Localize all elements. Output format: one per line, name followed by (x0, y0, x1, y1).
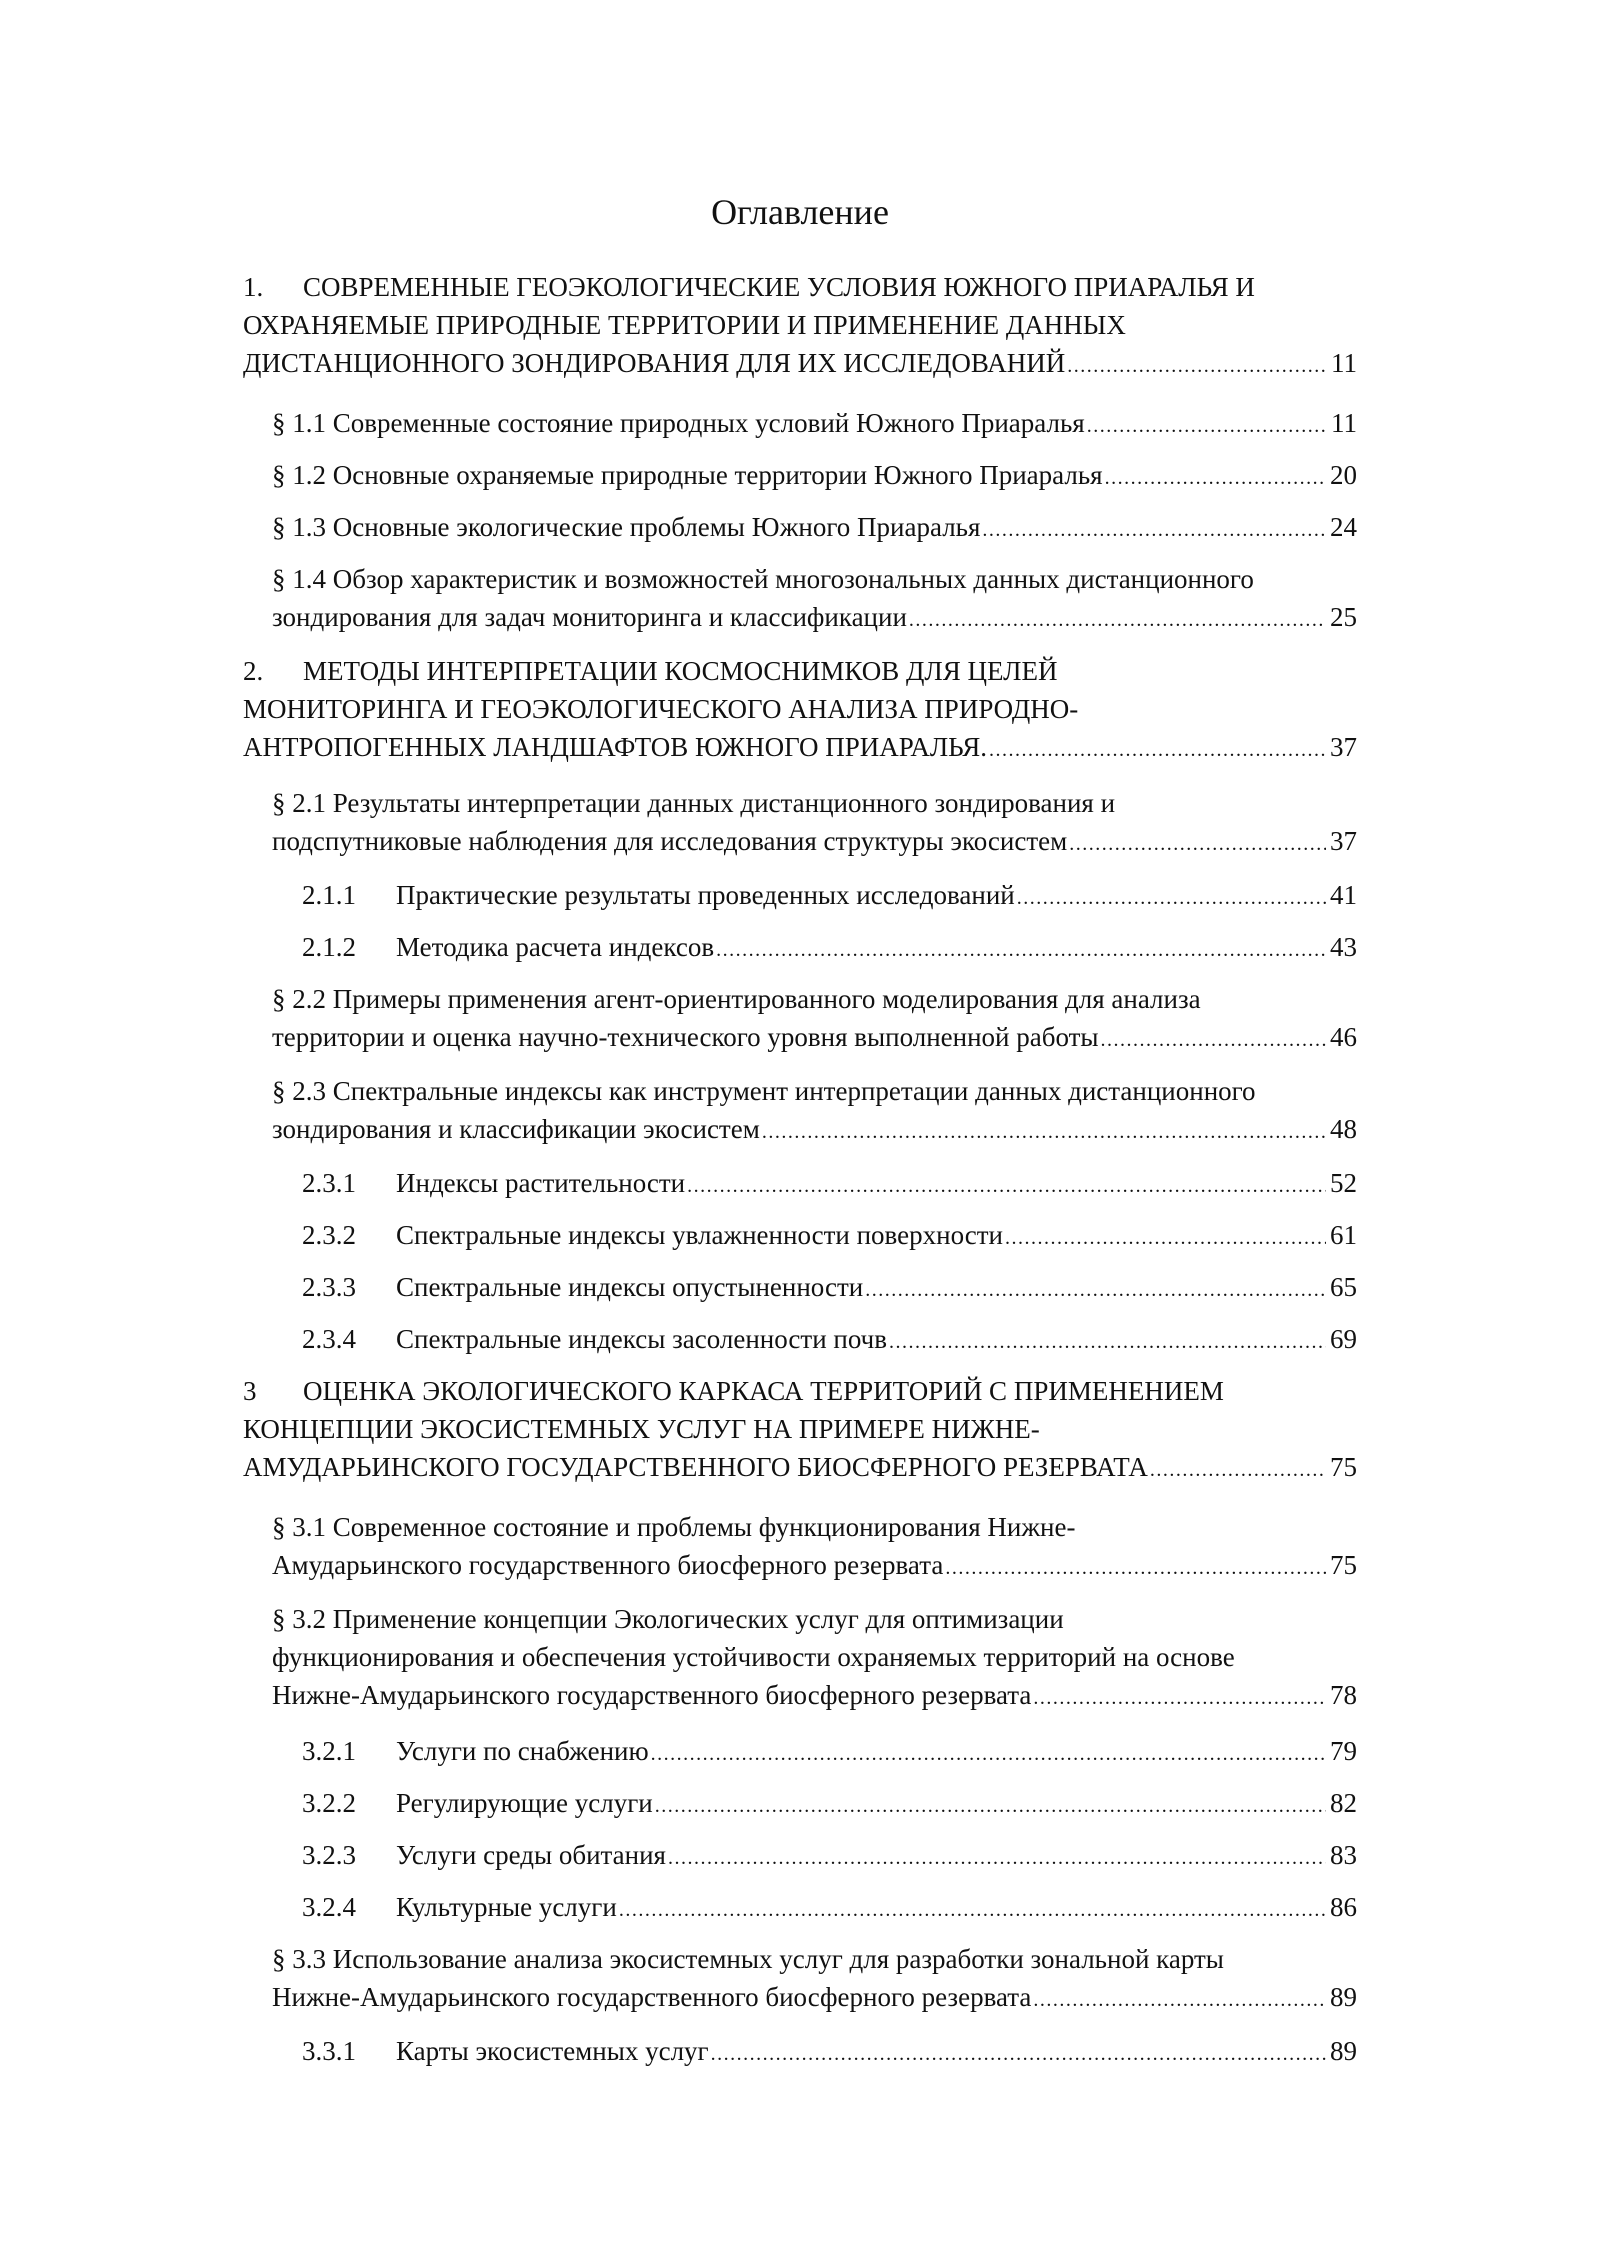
toc-entry-text: КОНЦЕПЦИИ ЭКОСИСТЕМНЫХ УСЛУГ НА ПРИМЕРЕ НИЖНЕ- (243, 1414, 1040, 1444)
toc-entry-number: 2.1.1 (302, 880, 356, 910)
toc-entry-number: 2.3.4 (302, 1324, 356, 1354)
toc-entry-text: ОЦЕНКА ЭКОЛОГИЧЕСКОГО КАРКАСА ТЕРРИТОРИЙ С ПРИМЕНЕНИЕМ (303, 1376, 1224, 1406)
toc-entry[interactable] (243, 652, 1357, 766)
toc-entry[interactable] (272, 1600, 1357, 1714)
toc-entry[interactable] (302, 1216, 1357, 1254)
toc-entry-line (302, 1268, 1357, 1306)
toc-entry-text: ДИСТАНЦИОННОГО ЗОНДИРОВАНИЯ ДЛЯ ИХ ИССЛЕДОВАНИЙ (243, 348, 1066, 378)
toc-entry-text: Спектральные индексы увлажненности поверхности (396, 1220, 1003, 1250)
toc-entry-line (302, 928, 1357, 966)
toc-entry-line (272, 1110, 1357, 1148)
toc-entry-text: Амударьинского государственного биосферного резервата (272, 1550, 944, 1580)
toc-entry-text: подспутниковые наблюдения для исследования структуры экосистем (272, 826, 1068, 856)
toc-entry-line (272, 980, 1357, 1018)
toc-dot-leader (762, 1113, 1326, 1151)
toc-dot-leader (711, 2035, 1326, 2073)
toc-page-number: 69 (1330, 1324, 1357, 1354)
toc-page-number: 75 (1330, 1452, 1357, 1482)
toc-entry-line (302, 1216, 1357, 1254)
toc-entry[interactable] (272, 404, 1357, 442)
toc-entry-line (243, 652, 1357, 690)
toc-dot-leader (687, 1167, 1326, 1205)
toc-entry-text: § 3.3 Использование анализа экосистемных услуг для разработки зональной карты (272, 1944, 1224, 1974)
toc-entry-number: 3 (243, 1376, 257, 1406)
toc-entry-line (272, 1940, 1357, 1978)
toc-entry-number: 1. (243, 272, 264, 302)
toc-entry[interactable] (272, 560, 1357, 636)
toc-entry-text: Культурные услуги (396, 1892, 617, 1922)
toc-page-number: 78 (1330, 1680, 1357, 1710)
toc-entry-text: Услуги среды обитания (396, 1840, 666, 1870)
toc-entry-text: § 2.2 Примеры применения агент-ориентированного моделирования для анализа (272, 984, 1201, 1014)
toc-entry-text: § 3.2 Применение концепции Экологических услуг для оптимизации (272, 1604, 1064, 1634)
toc-entry-line (243, 1448, 1357, 1486)
toc-entry-text: Практические результаты проведенных исследований (396, 880, 1015, 910)
toc-dot-leader (945, 1549, 1326, 1587)
toc-entry-line (272, 1638, 1357, 1676)
toc-entry-number: 3.2.4 (302, 1892, 356, 1922)
toc-entry-line (272, 1978, 1357, 2016)
toc-dot-leader (1087, 407, 1327, 445)
toc-dot-leader (865, 1271, 1326, 1309)
toc-entry-line (272, 1018, 1357, 1056)
toc-entry-number: 3.2.3 (302, 1840, 356, 1870)
toc-dot-leader (1067, 347, 1327, 385)
toc-page-number: 86 (1330, 1892, 1357, 1922)
toc-entry-text: § 1.1 Современные состояние природных условий Южного Приаралья (272, 408, 1085, 438)
toc-dot-leader (1105, 459, 1326, 497)
toc-page-number: 37 (1330, 732, 1357, 762)
toc-entry-line (243, 690, 1357, 728)
toc-entry-text: Нижне-Амударьинского государственного биосферного резервата (272, 1680, 1032, 1710)
toc-dot-leader (716, 931, 1326, 969)
toc-dot-leader (651, 1735, 1326, 1773)
toc-entry-text: МОНИТОРИНГА И ГЕОЭКОЛОГИЧЕСКОГО АНАЛИЗА ПРИРОДНО- (243, 694, 1079, 724)
toc-entry-line (302, 1836, 1357, 1874)
toc-entry[interactable] (302, 1268, 1357, 1306)
toc-entry[interactable] (272, 1072, 1357, 1148)
toc-entry-line (272, 784, 1357, 822)
toc-dot-leader (655, 1787, 1326, 1825)
toc-entry-text: зондирования для задач мониторинга и классификации (272, 602, 907, 632)
toc-entry-number: 2.3.1 (302, 1168, 356, 1198)
toc-entry[interactable] (272, 784, 1357, 860)
toc-entry-text: СОВРЕМЕННЫЕ ГЕОЭКОЛОГИЧЕСКИЕ УСЛОВИЯ ЮЖНОГО ПРИАРАЛЬЯ И (303, 272, 1255, 302)
toc-entry-line (243, 728, 1357, 766)
toc-entry-text: Индексы растительности (396, 1168, 686, 1198)
toc-page-number: 11 (1331, 348, 1357, 378)
toc-page-number: 89 (1330, 1982, 1357, 2012)
toc-entry-text: Методика расчета индексов (396, 932, 715, 962)
toc-entry[interactable] (272, 980, 1357, 1056)
toc-page-number: 46 (1330, 1022, 1357, 1052)
toc-entry-text: АМУДАРЬИНСКОГО ГОСУДАРСТВЕННОГО БИОСФЕРНОГО РЕЗЕРВАТА (243, 1452, 1148, 1482)
toc-entry-line (243, 1410, 1357, 1448)
toc-entry[interactable] (302, 1888, 1357, 1926)
page-title: Оглавление (711, 192, 889, 232)
toc-dot-leader (619, 1891, 1326, 1929)
toc-entry-line (302, 1320, 1357, 1358)
toc-entry-number: 3.3.1 (302, 2036, 356, 2066)
toc-entry-text: Нижне-Амударьинского государственного биосферного резервата (272, 1982, 1032, 2012)
toc-page-number: 25 (1330, 602, 1357, 632)
toc-entry-number: 2.3.2 (302, 1220, 356, 1250)
toc-entry-line (272, 1600, 1357, 1638)
toc-entry[interactable] (302, 1836, 1357, 1874)
toc-page-number: 41 (1330, 880, 1357, 910)
toc-entry-text: территории и оценка научно-технического уровня выполненной работы (272, 1022, 1099, 1052)
toc-page-number: 82 (1330, 1788, 1357, 1818)
toc-dot-leader (1101, 1021, 1326, 1059)
toc-page-number: 11 (1331, 408, 1357, 438)
toc-entry-text: § 1.3 Основные экологические проблемы Южного Приаралья (272, 512, 981, 542)
toc-entry[interactable] (302, 928, 1357, 966)
toc-entry-line (302, 876, 1357, 914)
toc-entry[interactable] (302, 1320, 1357, 1358)
toc-entry[interactable] (302, 876, 1357, 914)
toc-dot-leader (1005, 1219, 1326, 1257)
toc-entry[interactable] (302, 2032, 1357, 2070)
toc-entry-line (272, 404, 1357, 442)
toc-page-number: 37 (1330, 826, 1357, 856)
toc-dot-leader (1150, 1451, 1326, 1489)
toc-page-number: 83 (1330, 1840, 1357, 1870)
toc-entry-line (243, 1372, 1357, 1410)
toc-entry[interactable] (272, 508, 1357, 546)
toc-entry-text: функционирования и обеспечения устойчивости охраняемых территорий на основе (272, 1642, 1235, 1672)
toc-entry-text: зондирования и классификации экосистем (272, 1114, 760, 1144)
toc-entry-line (243, 306, 1357, 344)
toc-entry-line (302, 1888, 1357, 1926)
toc-entry-text: § 2.1 Результаты интерпретации данных дистанционного зондирования и (272, 788, 1116, 818)
toc-entry-line (243, 344, 1357, 382)
toc-entry[interactable] (272, 1940, 1357, 2016)
toc-entry-line (272, 1676, 1357, 1714)
toc-dot-leader (889, 1323, 1326, 1361)
toc-page-number: 24 (1330, 512, 1357, 542)
toc-entry-text: § 2.3 Спектральные индексы как инструмент интерпретации данных дистанционного (272, 1076, 1256, 1106)
toc-entry-number: 2.3.3 (302, 1272, 356, 1302)
toc-entry-text: § 1.2 Основные охраняемые природные территории Южного Приаралья (272, 460, 1103, 490)
toc-entry-line (272, 508, 1357, 546)
toc-entry[interactable] (243, 1372, 1357, 1486)
toc-entry-line (302, 1784, 1357, 1822)
toc-page-number: 52 (1330, 1168, 1357, 1198)
toc-entry-line (272, 822, 1357, 860)
toc-entry-line (272, 598, 1357, 636)
toc-dot-leader (668, 1839, 1326, 1877)
toc-entry-text: § 3.1 Современное состояние и проблемы функционирования Нижне- (272, 1512, 1076, 1542)
toc-dot-leader (1017, 879, 1326, 917)
toc-entry-line (302, 1164, 1357, 1202)
toc-entry[interactable] (272, 1508, 1357, 1584)
toc-dot-leader (989, 731, 1326, 769)
toc-entry-line (302, 1732, 1357, 1770)
toc-page-number: 20 (1330, 460, 1357, 490)
toc-entry-number: 3.2.2 (302, 1788, 356, 1818)
toc-entry-text: Спектральные индексы засоленности почв (396, 1324, 887, 1354)
toc-entry[interactable] (243, 268, 1357, 382)
toc-entry-line (272, 456, 1357, 494)
toc-dot-leader (982, 511, 1326, 549)
toc-entry-line (272, 560, 1357, 598)
toc-dot-leader (1033, 1981, 1326, 2019)
toc-entry-text: МЕТОДЫ ИНТЕРПРЕТАЦИИ КОСМОСНИМКОВ ДЛЯ ЦЕЛЕЙ (303, 656, 1058, 686)
toc-page-number: 79 (1330, 1736, 1357, 1766)
toc-entry-text: ОХРАНЯЕМЫЕ ПРИРОДНЫЕ ТЕРРИТОРИИ И ПРИМЕНЕНИЕ ДАННЫХ (243, 310, 1126, 340)
toc-entry-number: 2. (243, 656, 264, 686)
toc-entry-text: Регулирующие услуги (396, 1788, 653, 1818)
toc-entry-text: § 1.4 Обзор характеристик и возможностей многозональных данных дистанционного (272, 564, 1254, 594)
toc-dot-leader (909, 601, 1326, 639)
toc-entry-line (243, 268, 1357, 306)
toc-entry[interactable] (302, 1784, 1357, 1822)
toc-entry[interactable] (302, 1732, 1357, 1770)
toc-dot-leader (1033, 1679, 1326, 1717)
toc-entry-text: Карты экосистемных услуг (396, 2036, 709, 2066)
toc-entry-line (272, 1508, 1357, 1546)
toc-entry-text: АНТРОПОГЕННЫХ ЛАНДШАФТОВ ЮЖНОГО ПРИАРАЛЬЯ. (243, 732, 987, 762)
toc-entry-line (302, 2032, 1357, 2070)
toc-entry-number: 2.1.2 (302, 932, 356, 962)
toc-entry-text: Спектральные индексы опустыненности (396, 1272, 864, 1302)
toc-page-number: 48 (1330, 1114, 1357, 1144)
toc-entry-number: 3.2.1 (302, 1736, 356, 1766)
toc-page-number: 61 (1330, 1220, 1357, 1250)
toc-entry-line (272, 1072, 1357, 1110)
toc-entry[interactable] (302, 1164, 1357, 1202)
toc-entry-line (272, 1546, 1357, 1584)
toc-entry-text: Услуги по снабжению (396, 1736, 649, 1766)
toc-page-number: 89 (1330, 2036, 1357, 2066)
toc-dot-leader (1069, 825, 1326, 863)
toc-page-number: 75 (1330, 1550, 1357, 1580)
toc-page-number: 65 (1330, 1272, 1357, 1302)
toc-entry[interactable] (272, 456, 1357, 494)
toc-page-number: 43 (1330, 932, 1357, 962)
